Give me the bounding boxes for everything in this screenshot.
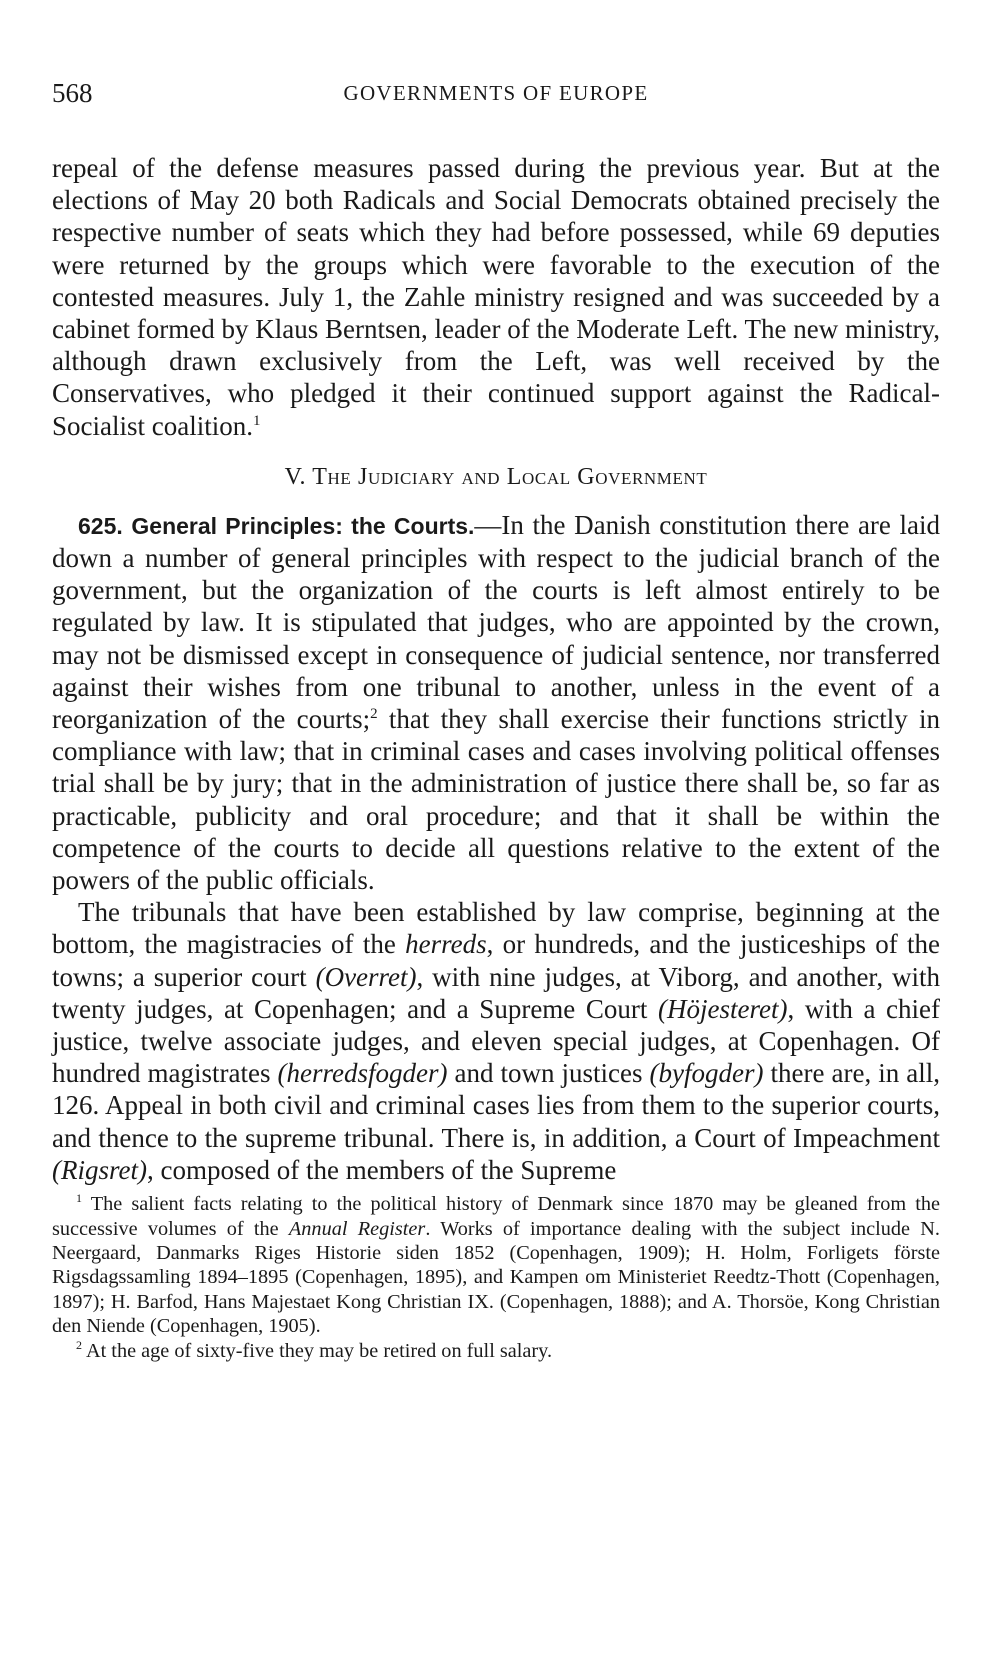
- footnote-ref: 2: [370, 706, 378, 723]
- text-run: , with nine judges, at Viborg, and another, with twenty judges, at Copenhagen; and a Supreme Court: [52, 961, 940, 1024]
- footnote-mark: 1: [76, 1191, 82, 1206]
- italic-term: (Overret): [315, 961, 417, 992]
- footnote-2: [52, 1339, 940, 1363]
- paragraph-text: repeal of the defense measures passed during the previous year. But at the elections of May 20 both Radicals and Social Democrats obtained precisely the respective number of seats which they had before possessed, while 69 deputies were returned by the groups which were favorable to the execution of the contested measures. July 1, the Zahle ministry resigned and was succeeded by a cabinet formed by Klaus Berntsen, leader of the Moderate Left. The new ministry, although drawn exclusively from the Left, was well received by the Conservatives, who pledged it their continued support against the Radical-Socialist coalition.: [52, 153, 940, 441]
- running-head: [52, 78, 940, 114]
- text-run: , composed of the members of the Supreme: [146, 1154, 617, 1185]
- main-text: [52, 152, 940, 1186]
- footnote-text: The salient facts relating to the political history of Denmark since 1870 may be gleaned from the successive volumes of the: [52, 1193, 940, 1240]
- page-number: 568: [52, 78, 93, 108]
- paragraph-text: —In the Danish constitution there are laid down a number of general principles with respect to the judicial branch of the government, but the organization of the courts is left almost entirely to be regulated by law. It is stipulated that judges, who are appointed by the crown, may not be dismissed except in consequence of judicial sentence, nor transferred against their wishes from one tribunal to another, unless in the event of a reorganization of the courts;: [52, 509, 941, 735]
- text-run: and town justices: [447, 1058, 650, 1089]
- paragraph-text: that they shall exercise their functions strictly in compliance with law; that in criminal cases and cases involving political offenses trial shall be by jury; that in the administration of justice there shall be, so far as practicable, publicity and oral procedure; and that it shall be within the competence of the courts to decide all questions relative to the extent of the powers of the public officials.: [52, 704, 940, 896]
- footnote-1: [52, 1192, 940, 1338]
- footnote-mark: 2: [76, 1337, 82, 1352]
- footnote-ref: 1: [252, 412, 261, 429]
- footnote-text: At the age of sixty-five they may be retired on full salary.: [85, 1339, 553, 1362]
- paragraph-number: 625.: [78, 512, 123, 539]
- text-run: , or hundreds, and the justiceships of the towns; a superior court: [52, 929, 940, 992]
- paragraph-continued: [52, 152, 940, 442]
- italic-term: (herredsfogder): [277, 1058, 448, 1089]
- text-run: The tribunals that have been established by law comprise, beginning at the bottom, the magistracies of the: [52, 897, 940, 960]
- italic-term: (Höjesteret): [658, 993, 788, 1024]
- text-run: , with a chief justice, twelve associate judges, and eleven special judges, at Copenhagen. Of hundred magistrates: [52, 993, 940, 1089]
- paragraph-625: [52, 509, 940, 896]
- section-heading: V. The Judiciary and Local Government: [284, 463, 708, 490]
- paragraph-tribunals: [52, 896, 940, 1186]
- footnotes: [52, 1192, 940, 1363]
- italic-term: herreds: [405, 929, 487, 960]
- paragraph-title: General Principles: the Courts.: [131, 512, 475, 539]
- italic-term: (byfogder): [649, 1058, 764, 1089]
- italic-term: (Rigsret): [52, 1154, 147, 1185]
- footnote-text: . Works of importance dealing with the subject include N. Neergaard, Danmarks Riges Historie siden 1852 (Copenhagen, 1909); H. Holm, Forligets förste Rigsdagssamling 1894–1895 (Copenhagen, 1895), and Kampen om Ministeriet Reedtz-Thott (Copenhagen, 1897); H. Barfod, Hans Majestaet Kong Christian IX. (Copenhagen, 1888); and A. Thorsöe, Kong Christian den Niende (Copenhagen, 1905).: [52, 1217, 940, 1338]
- italic-title: Annual Register: [288, 1217, 426, 1240]
- text-run: there are, in all, 126. Appeal in both civil and criminal cases lies from them to the superior courts, and thence to the supreme tribunal. There is, in addition, a Court of Impeachment: [52, 1058, 940, 1153]
- running-title: GOVERNMENTS OF EUROPE: [343, 81, 649, 105]
